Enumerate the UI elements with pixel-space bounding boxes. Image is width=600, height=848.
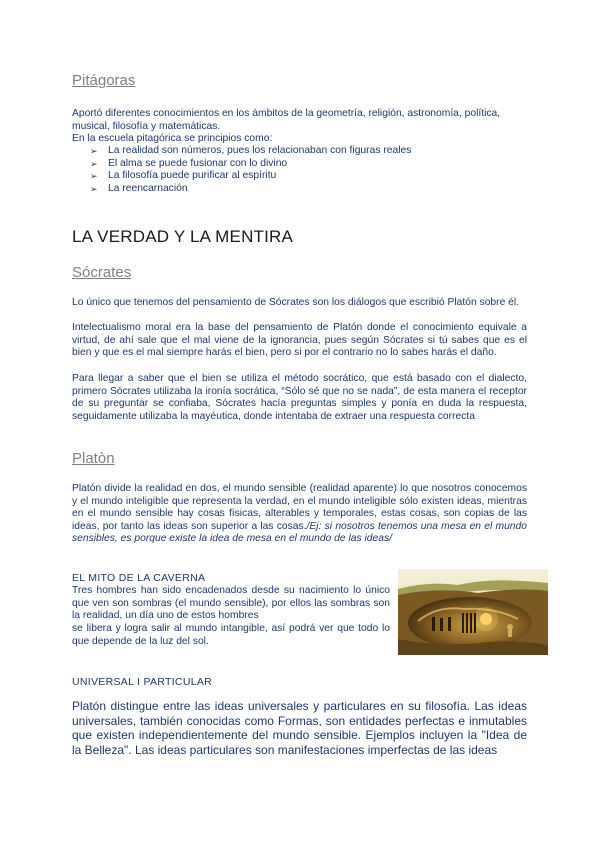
section-title: LA VERDAD Y LA MENTIRA <box>72 227 294 246</box>
universal-paragraph: Platón distingue entre las ideas universales y particulares en su filosofía. Las ideas universales, también conocidas como Formas, son entidades perfectas e inmutables que existen independientemente del mundo sensible. Ejemplos incluyen la "Idea de la Belleza". Las ideas particulares son manifestaciones imperfectas de las ideas <box>72 699 527 757</box>
pitagoras-intro-2: En la escuela pitagórica se principios como: <box>72 133 273 144</box>
pitagoras-intro: Aportó diferentes conocimientos en los ámbitos de la geometría, religión, astronomía, política, musical, filosofía y matemáticas. <box>72 108 501 132</box>
bullet-text: La realidad son números, pues los relacionaban con figuras reales <box>108 145 412 156</box>
arrow-bullet-icon: ➢ <box>90 183 98 194</box>
arrow-bullet-icon: ➢ <box>90 146 98 156</box>
arrow-bullet-icon: ➢ <box>90 158 98 169</box>
socrates-paragraph-3: Para llegar a saber que el bien se utiliza el método socrático, que está basado con el dialecto, primero Sócrates utilizaba la ironía socrática, “Sólo sé que no se nada”, de esta manera el receptor de su preguntar se confiaba, Sócrates hacía preguntas simples y ponía en duda la respuesta, seguidamente utilizaba la mayéutica, donde intentaba de extraer una respuesta correcta <box>72 373 527 422</box>
socrates-paragraph-1: Lo único que tenemos del pensamiento de Sócrates son los diálogos que escribió Platón sobre él. <box>72 297 520 308</box>
socrates-paragraph-2: Intelectualismo moral era la base del pensamiento de Platón donde el conocimiento equivale a virtud, de ahí sale que el mal viene de la ignorancia, pues según Sócrates si tú sabes que es el bien y que es el mal siempre harás el bien, pero si por el contrario no lo sabes harás el daño. <box>72 322 527 359</box>
pitagoras-heading: Pitágoras <box>72 72 136 89</box>
list-item <box>72 170 532 183</box>
universal-heading: UNIVERSAL I PARTICULAR <box>72 676 213 688</box>
bullet-text: La reencarnación <box>108 182 188 194</box>
platon-heading: Platòn <box>72 450 115 467</box>
list-item <box>72 158 532 171</box>
list-item <box>72 183 532 196</box>
platon-example-italic: /Ej: si nosotros tenemos una mesa en el mundo sensibles, es porque existe la idea de mesa en el mundo de las ideas/ <box>72 520 527 545</box>
arrow-bullet-icon: ➢ <box>90 171 98 182</box>
caverna-paragraph-1: Tres hombres han sido encadenados desde su nacimiento lo único que ven son sombras (el mundo sensible), por ellos las sombras son la realidad, un día uno de estos hombres <box>72 585 390 622</box>
socrates-heading: Sócrates <box>72 264 132 281</box>
platon-paragraph-text: Platón divide la realidad en dos, el mundo sensible (realidad aparente) lo que nosotros conocemos y el mundo inteligible que representa la verdad, en el mundo inteligible sólo existen ideas, mientras en el mundo sensible hay cosas físicas, alterables y temporales, estas cosas, son copias de las ideas, por tanto las ideas son superior a las cosas. <box>72 483 527 532</box>
platon-paragraph <box>72 483 527 546</box>
cave-illustration <box>398 569 548 655</box>
bullet-text: El alma se puede fusionar con lo divino <box>108 157 288 169</box>
caverna-paragraph-2: se libera y logra salir al mundo intangible, así podrá ver que todo lo que depende de la luz del sol. <box>72 623 390 647</box>
caverna-heading: EL MITO DE LA CAVERNA <box>72 572 206 584</box>
bullet-text: La filosofía puede purificar al espíritu <box>108 170 277 182</box>
list-item <box>72 145 532 158</box>
pitagoras-bullet-list <box>72 145 532 195</box>
